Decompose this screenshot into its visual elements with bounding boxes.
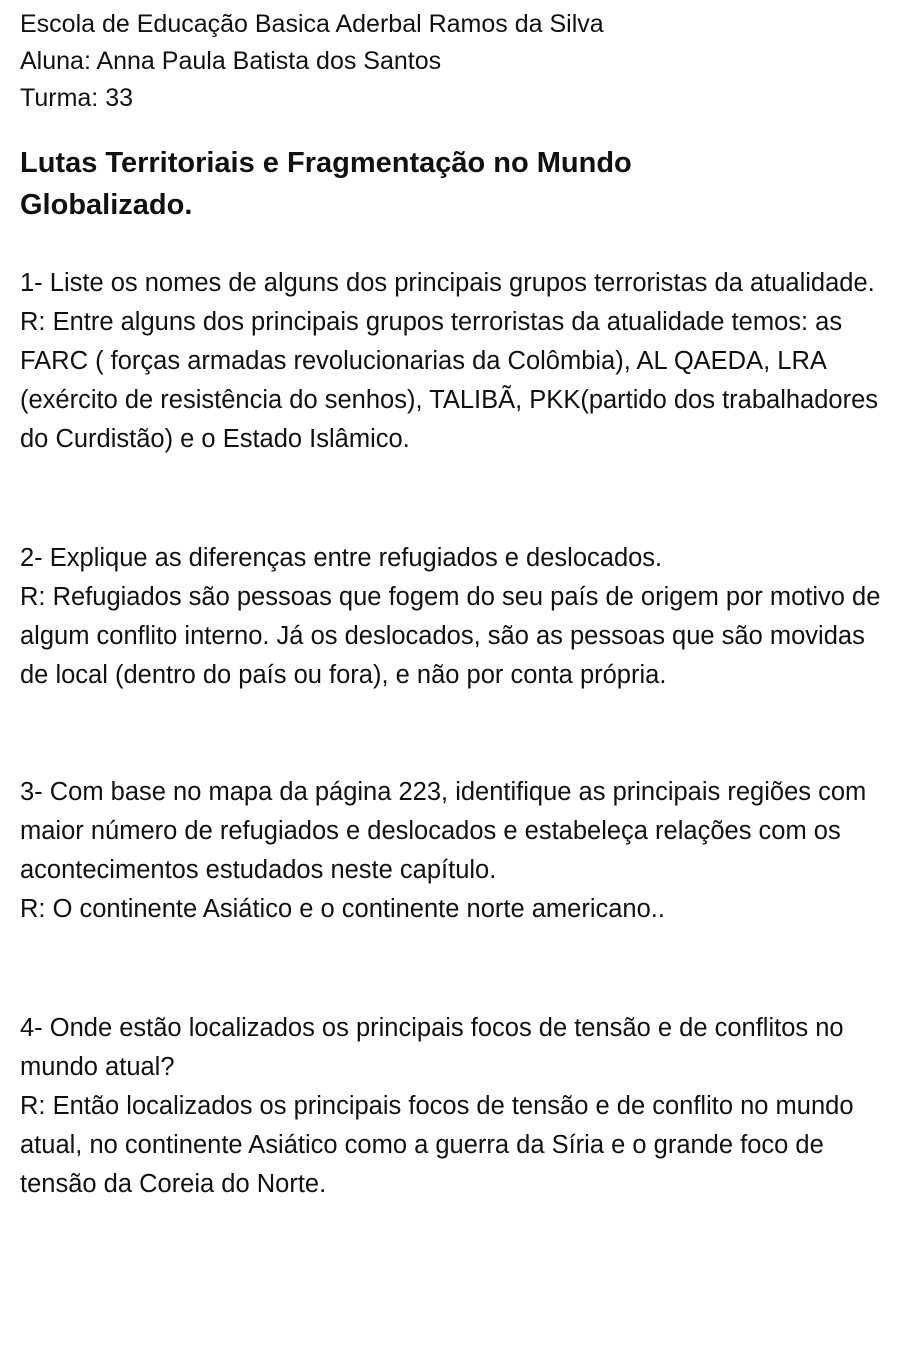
question-4-text: 4- Onde estão localizados os principais focos de tensão e de conflitos no mundo atual? xyxy=(20,1014,844,1081)
question-block-1 xyxy=(20,264,890,459)
answer-4-text: R: Então localizados os principais focos de tensão e de conflito no mundo atual, no continente Asiático como a guerra da Síria e o grande foco de tensão da Coreia do Norte. xyxy=(20,1092,854,1198)
question-block-2 xyxy=(20,539,890,695)
answer-1-text: R: Entre alguns dos principais grupos terroristas da atualidade temos: as FARC ( forças armadas revolucionarias da Colômbia), AL QAEDA, LRA (exército de resistência do senhos), TALIBÃ, PKK(partido dos trabalhadores do Curdistão) e o Estado Islâmico. xyxy=(20,308,879,453)
answer-2-text: R: Refugiados são pessoas que fogem do seu país de origem por motivo de algum conflito interno. Já os deslocados, são as pessoas que são movidas de local (dentro do país ou fora), e não por conta própria. xyxy=(20,583,881,689)
question-3-text: 3- Com base no mapa da página 223, identifique as principais regiões com maior número de refugiados e deslocados e estabeleça relações com os acontecimentos estudados neste capítulo. xyxy=(20,778,867,884)
answer-3-text: R: O continente Asiático e o continente norte americano.. xyxy=(20,895,665,923)
school-name: Escola de Educação Basica Aderbal Ramos da Silva xyxy=(20,10,604,38)
question-block-3 xyxy=(20,773,890,929)
document-header xyxy=(20,6,890,117)
question-1-text: 1- Liste os nomes de alguns dos principais grupos terroristas da atualidade. xyxy=(20,269,875,297)
student-name: Aluna: Anna Paula Batista dos Santos xyxy=(20,47,442,75)
question-block-4 xyxy=(20,1009,890,1204)
question-2-text: 2- Explique as diferenças entre refugiados e deslocados. xyxy=(20,544,663,572)
document-title: Lutas Territoriais e Fragmentação no Mundo Globalizado. xyxy=(20,147,632,221)
class-number: Turma: 33 xyxy=(20,84,134,112)
